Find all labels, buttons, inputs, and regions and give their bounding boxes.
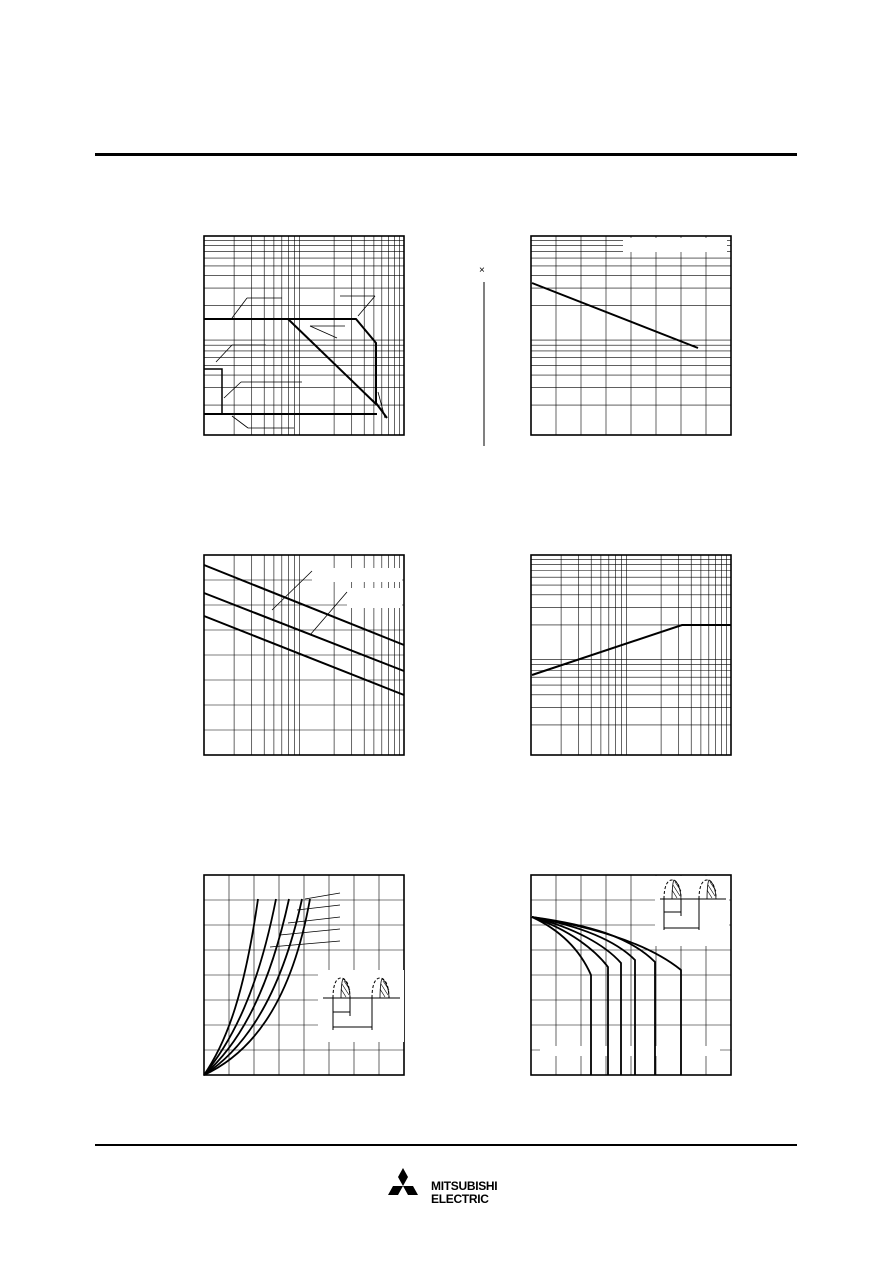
- chart-3-label-box-a: [312, 568, 402, 582]
- chart-5-inset-box: [318, 970, 404, 1042]
- footer-rule: [95, 1144, 797, 1146]
- chart-1-diagonal: [288, 319, 377, 405]
- chart-1-boundary-upper: [204, 319, 387, 418]
- chart-6-inset-box: [655, 876, 729, 946]
- chart-1-step: [204, 369, 222, 414]
- chart-2-label-box: [623, 238, 727, 252]
- chart-grids: [204, 236, 731, 1075]
- chart-2-curves: [532, 238, 727, 348]
- chart-5-curve-3: [204, 899, 289, 1075]
- chart-2-grid: [531, 236, 731, 435]
- chart-6-label-box: [540, 1046, 720, 1056]
- chart-1-leaders: [216, 296, 385, 428]
- logo-wordmark-line1: MITSUBISHI: [431, 1179, 498, 1193]
- chart-3-label-box-b: [347, 588, 402, 608]
- logo-wordmark-line2: ELECTRIC: [431, 1192, 489, 1206]
- chart-1-curves: [204, 296, 387, 428]
- chart-5-curve-1: [204, 899, 258, 1075]
- chart-4-grid: [531, 555, 731, 755]
- stray-mark: ×: [479, 265, 485, 276]
- chart-6-curves: [532, 876, 729, 1075]
- chart-2-line: [532, 283, 698, 348]
- chart-5-curve-2: [204, 899, 276, 1075]
